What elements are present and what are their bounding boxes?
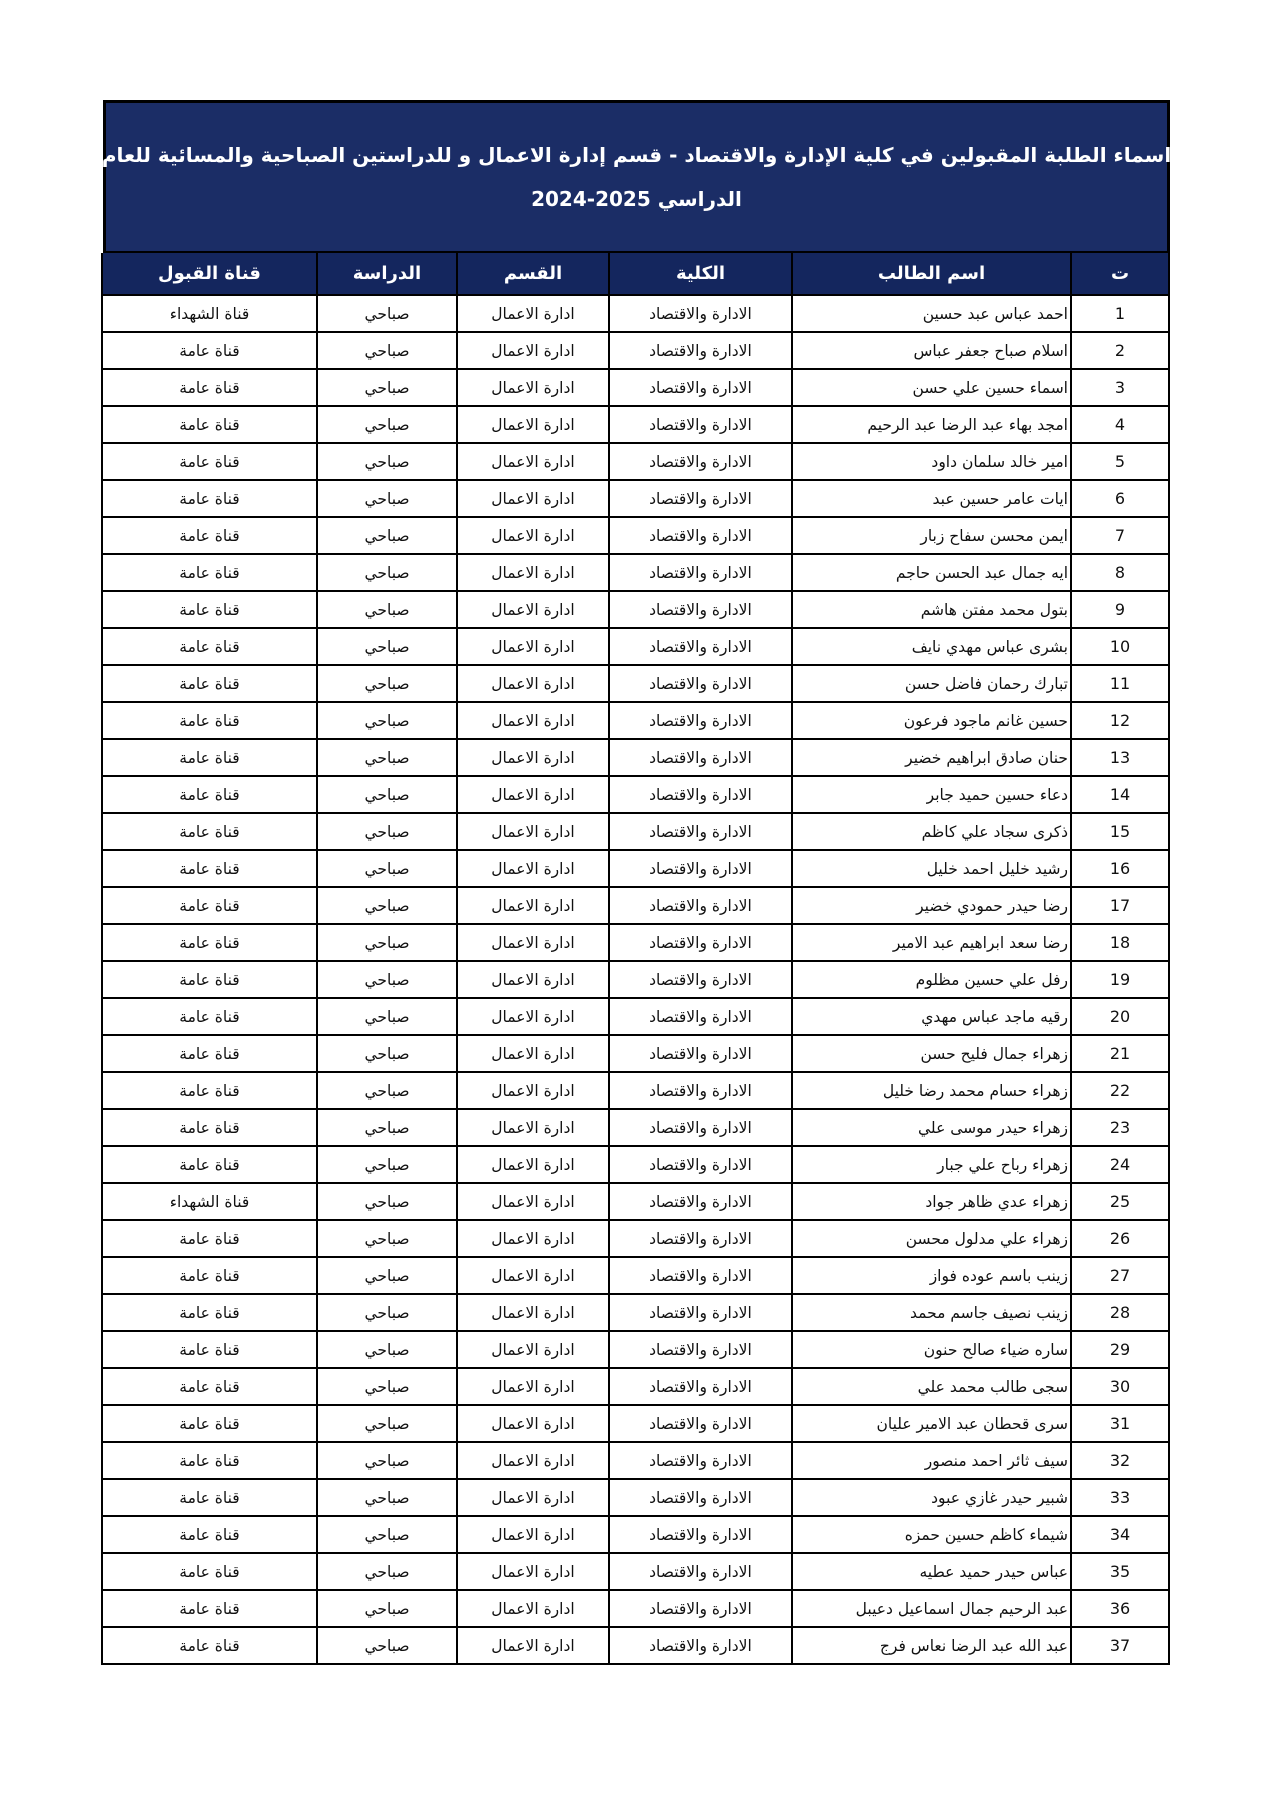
table-row xyxy=(102,1109,1169,1146)
table-row xyxy=(102,1220,1169,1257)
column-header-department: القسم xyxy=(457,253,609,295)
table-row xyxy=(102,1627,1169,1664)
cell-student-name: امير خالد سلمان داود xyxy=(792,443,1071,480)
cell-admission-channel: قناة عامة xyxy=(102,1257,317,1294)
cell-student-name: بشرى عباس مهدي نايف xyxy=(792,628,1071,665)
table-row xyxy=(102,480,1169,517)
cell-study: صباحي xyxy=(317,739,457,776)
cell-college: الادارة والاقتصاد xyxy=(609,850,792,887)
cell-department: ادارة الاعمال xyxy=(457,295,609,332)
cell-admission-channel: قناة عامة xyxy=(102,1035,317,1072)
cell-student-name: رضا حيدر حمودي خضير xyxy=(792,887,1071,924)
cell-department: ادارة الاعمال xyxy=(457,554,609,591)
cell-department: ادارة الاعمال xyxy=(457,369,609,406)
cell-admission-channel: قناة عامة xyxy=(102,1516,317,1553)
table-row xyxy=(102,1294,1169,1331)
table-row xyxy=(102,850,1169,887)
cell-number: 31 xyxy=(1071,1405,1169,1442)
cell-study: صباحي xyxy=(317,628,457,665)
cell-admission-channel: قناة عامة xyxy=(102,443,317,480)
cell-student-name: سرى قحطان عبد الامير عليان xyxy=(792,1405,1071,1442)
cell-department: ادارة الاعمال xyxy=(457,850,609,887)
cell-admission-channel: قناة عامة xyxy=(102,1479,317,1516)
cell-study: صباحي xyxy=(317,702,457,739)
cell-student-name: ساره ضياء صالح حنون xyxy=(792,1331,1071,1368)
cell-number: 19 xyxy=(1071,961,1169,998)
cell-admission-channel: قناة عامة xyxy=(102,1072,317,1109)
cell-college: الادارة والاقتصاد xyxy=(609,480,792,517)
cell-admission-channel: قناة عامة xyxy=(102,1220,317,1257)
column-header-college: الكلية xyxy=(609,253,792,295)
cell-admission-channel: قناة عامة xyxy=(102,480,317,517)
cell-number: 11 xyxy=(1071,665,1169,702)
cell-department: ادارة الاعمال xyxy=(457,1405,609,1442)
cell-study: صباحي xyxy=(317,1627,457,1664)
cell-number: 1 xyxy=(1071,295,1169,332)
cell-department: ادارة الاعمال xyxy=(457,1479,609,1516)
cell-student-name: شبير حيدر غازي عبود xyxy=(792,1479,1071,1516)
table-row xyxy=(102,924,1169,961)
cell-study: صباحي xyxy=(317,998,457,1035)
cell-department: ادارة الاعمال xyxy=(457,924,609,961)
cell-student-name: رشيد خليل احمد خليل xyxy=(792,850,1071,887)
table-row xyxy=(102,628,1169,665)
cell-number: 32 xyxy=(1071,1442,1169,1479)
cell-department: ادارة الاعمال xyxy=(457,332,609,369)
cell-department: ادارة الاعمال xyxy=(457,961,609,998)
cell-admission-channel: قناة عامة xyxy=(102,702,317,739)
cell-number: 18 xyxy=(1071,924,1169,961)
cell-study: صباحي xyxy=(317,813,457,850)
cell-number: 36 xyxy=(1071,1590,1169,1627)
cell-college: الادارة والاقتصاد xyxy=(609,924,792,961)
cell-department: ادارة الاعمال xyxy=(457,1590,609,1627)
cell-college: الادارة والاقتصاد xyxy=(609,1331,792,1368)
cell-number: 6 xyxy=(1071,480,1169,517)
cell-admission-channel: قناة عامة xyxy=(102,1368,317,1405)
cell-study: صباحي xyxy=(317,1183,457,1220)
cell-student-name: اسلام صباح جعفر عباس xyxy=(792,332,1071,369)
cell-department: ادارة الاعمال xyxy=(457,739,609,776)
cell-student-name: عبد الرحيم جمال اسماعيل دعيبل xyxy=(792,1590,1071,1627)
cell-admission-channel: قناة عامة xyxy=(102,332,317,369)
table-row xyxy=(102,1331,1169,1368)
cell-department: ادارة الاعمال xyxy=(457,406,609,443)
cell-number: 13 xyxy=(1071,739,1169,776)
cell-college: الادارة والاقتصاد xyxy=(609,813,792,850)
header-row xyxy=(102,253,1169,295)
cell-study: صباحي xyxy=(317,295,457,332)
table-row xyxy=(102,1368,1169,1405)
cell-study: صباحي xyxy=(317,1331,457,1368)
cell-admission-channel: قناة الشهداء xyxy=(102,1183,317,1220)
cell-college: الادارة والاقتصاد xyxy=(609,628,792,665)
students-table-header xyxy=(102,253,1169,295)
cell-department: ادارة الاعمال xyxy=(457,665,609,702)
cell-student-name: احمد عباس عبد حسين xyxy=(792,295,1071,332)
report-title-banner xyxy=(103,100,1170,253)
table-row xyxy=(102,517,1169,554)
table-row xyxy=(102,1183,1169,1220)
cell-study: صباحي xyxy=(317,1479,457,1516)
cell-college: الادارة والاقتصاد xyxy=(609,1442,792,1479)
table-row xyxy=(102,1072,1169,1109)
table-row xyxy=(102,443,1169,480)
cell-college: الادارة والاقتصاد xyxy=(609,295,792,332)
cell-admission-channel: قناة عامة xyxy=(102,1405,317,1442)
cell-admission-channel: قناة عامة xyxy=(102,665,317,702)
cell-college: الادارة والاقتصاد xyxy=(609,1553,792,1590)
cell-student-name: زهراء علي مدلول محسن xyxy=(792,1220,1071,1257)
cell-number: 25 xyxy=(1071,1183,1169,1220)
cell-department: ادارة الاعمال xyxy=(457,998,609,1035)
cell-department: ادارة الاعمال xyxy=(457,1516,609,1553)
cell-college: الادارة والاقتصاد xyxy=(609,1368,792,1405)
cell-college: الادارة والاقتصاد xyxy=(609,1109,792,1146)
cell-number: 12 xyxy=(1071,702,1169,739)
cell-department: ادارة الاعمال xyxy=(457,1109,609,1146)
cell-department: ادارة الاعمال xyxy=(457,1035,609,1072)
cell-department: ادارة الاعمال xyxy=(457,1627,609,1664)
cell-student-name: زهراء حيدر موسى علي xyxy=(792,1109,1071,1146)
cell-study: صباحي xyxy=(317,1590,457,1627)
cell-college: الادارة والاقتصاد xyxy=(609,1257,792,1294)
table-row xyxy=(102,406,1169,443)
cell-admission-channel: قناة عامة xyxy=(102,517,317,554)
cell-college: الادارة والاقتصاد xyxy=(609,1405,792,1442)
cell-number: 9 xyxy=(1071,591,1169,628)
cell-department: ادارة الاعمال xyxy=(457,1220,609,1257)
cell-study: صباحي xyxy=(317,406,457,443)
cell-student-name: زهراء عدي ظاهر جواد xyxy=(792,1183,1071,1220)
cell-study: صباحي xyxy=(317,1294,457,1331)
cell-college: الادارة والاقتصاد xyxy=(609,665,792,702)
table-row xyxy=(102,1442,1169,1479)
cell-college: الادارة والاقتصاد xyxy=(609,1035,792,1072)
cell-number: 21 xyxy=(1071,1035,1169,1072)
students-table xyxy=(101,253,1170,1665)
cell-department: ادارة الاعمال xyxy=(457,813,609,850)
cell-admission-channel: قناة عامة xyxy=(102,739,317,776)
cell-admission-channel: قناة عامة xyxy=(102,887,317,924)
cell-study: صباحي xyxy=(317,1442,457,1479)
cell-college: الادارة والاقتصاد xyxy=(609,1072,792,1109)
cell-college: الادارة والاقتصاد xyxy=(609,1294,792,1331)
cell-college: الادارة والاقتصاد xyxy=(609,1590,792,1627)
cell-college: الادارة والاقتصاد xyxy=(609,961,792,998)
cell-department: ادارة الاعمال xyxy=(457,1331,609,1368)
cell-student-name: امجد بهاء عبد الرضا عبد الرحيم xyxy=(792,406,1071,443)
cell-number: 27 xyxy=(1071,1257,1169,1294)
cell-college: الادارة والاقتصاد xyxy=(609,443,792,480)
cell-study: صباحي xyxy=(317,1405,457,1442)
cell-number: 35 xyxy=(1071,1553,1169,1590)
cell-department: ادارة الاعمال xyxy=(457,480,609,517)
cell-student-name: بتول محمد مفتن هاشم xyxy=(792,591,1071,628)
cell-department: ادارة الاعمال xyxy=(457,1294,609,1331)
cell-admission-channel: قناة عامة xyxy=(102,850,317,887)
table-row xyxy=(102,665,1169,702)
cell-study: صباحي xyxy=(317,1368,457,1405)
cell-admission-channel: قناة عامة xyxy=(102,1442,317,1479)
cell-number: 37 xyxy=(1071,1627,1169,1664)
cell-admission-channel: قناة عامة xyxy=(102,1590,317,1627)
cell-number: 34 xyxy=(1071,1516,1169,1553)
cell-student-name: حسين غانم ماجود فرعون xyxy=(792,702,1071,739)
cell-college: الادارة والاقتصاد xyxy=(609,1479,792,1516)
cell-college: الادارة والاقتصاد xyxy=(609,776,792,813)
cell-study: صباحي xyxy=(317,1257,457,1294)
cell-college: الادارة والاقتصاد xyxy=(609,517,792,554)
cell-study: صباحي xyxy=(317,332,457,369)
cell-college: الادارة والاقتصاد xyxy=(609,591,792,628)
cell-study: صباحي xyxy=(317,591,457,628)
column-header-admission-channel: قناة القبول xyxy=(102,253,317,295)
cell-number: 2 xyxy=(1071,332,1169,369)
cell-admission-channel: قناة عامة xyxy=(102,1109,317,1146)
cell-number: 4 xyxy=(1071,406,1169,443)
cell-number: 22 xyxy=(1071,1072,1169,1109)
report-title-line1: اسماء الطلبة المقبولين في كلية الإدارة والاقتصاد - قسم إدارة الاعمال و للدراستين الصباحية والمسائية للعام xyxy=(101,143,1172,167)
cell-student-name: رقيه ماجد عباس مهدي xyxy=(792,998,1071,1035)
cell-student-name: ايمن محسن سفاح زبار xyxy=(792,517,1071,554)
cell-admission-channel: قناة عامة xyxy=(102,369,317,406)
cell-student-name: دعاء حسين حميد جابر xyxy=(792,776,1071,813)
cell-study: صباحي xyxy=(317,1220,457,1257)
cell-department: ادارة الاعمال xyxy=(457,776,609,813)
cell-number: 29 xyxy=(1071,1331,1169,1368)
table-row xyxy=(102,1035,1169,1072)
cell-student-name: ايه جمال عبد الحسن حاجم xyxy=(792,554,1071,591)
students-tbody xyxy=(102,295,1169,1664)
column-header-number: ت xyxy=(1071,253,1169,295)
table-row xyxy=(102,591,1169,628)
cell-department: ادارة الاعمال xyxy=(457,1553,609,1590)
cell-study: صباحي xyxy=(317,1072,457,1109)
cell-department: ادارة الاعمال xyxy=(457,517,609,554)
cell-student-name: ذكرى سجاد علي كاظم xyxy=(792,813,1071,850)
cell-admission-channel: قناة عامة xyxy=(102,1294,317,1331)
cell-study: صباحي xyxy=(317,1553,457,1590)
cell-student-name: سيف ثائر احمد منصور xyxy=(792,1442,1071,1479)
cell-number: 23 xyxy=(1071,1109,1169,1146)
cell-student-name: سجى طالب محمد علي xyxy=(792,1368,1071,1405)
cell-college: الادارة والاقتصاد xyxy=(609,1183,792,1220)
cell-college: الادارة والاقتصاد xyxy=(609,998,792,1035)
cell-department: ادارة الاعمال xyxy=(457,1257,609,1294)
cell-student-name: رضا سعد ابراهيم عبد الامير xyxy=(792,924,1071,961)
cell-student-name: تبارك رحمان فاضل حسن xyxy=(792,665,1071,702)
cell-number: 7 xyxy=(1071,517,1169,554)
cell-number: 33 xyxy=(1071,1479,1169,1516)
table-row xyxy=(102,1516,1169,1553)
cell-study: صباحي xyxy=(317,443,457,480)
cell-admission-channel: قناة عامة xyxy=(102,554,317,591)
cell-admission-channel: قناة عامة xyxy=(102,1146,317,1183)
cell-admission-channel: قناة عامة xyxy=(102,1627,317,1664)
cell-student-name: زينب نصيف جاسم محمد xyxy=(792,1294,1071,1331)
cell-study: صباحي xyxy=(317,776,457,813)
cell-student-name: زينب باسم عوده فواز xyxy=(792,1257,1071,1294)
cell-department: ادارة الاعمال xyxy=(457,1146,609,1183)
cell-study: صباحي xyxy=(317,1146,457,1183)
cell-college: الادارة والاقتصاد xyxy=(609,887,792,924)
cell-student-name: عبد الله عبد الرضا نعاس فرج xyxy=(792,1627,1071,1664)
report-title-line2: الدراسي 2025-2024 xyxy=(531,187,742,211)
cell-study: صباحي xyxy=(317,850,457,887)
cell-number: 20 xyxy=(1071,998,1169,1035)
cell-department: ادارة الاعمال xyxy=(457,591,609,628)
table-row xyxy=(102,961,1169,998)
admissions-report xyxy=(103,100,1170,1665)
cell-study: صباحي xyxy=(317,480,457,517)
cell-number: 14 xyxy=(1071,776,1169,813)
cell-study: صباحي xyxy=(317,1109,457,1146)
cell-study: صباحي xyxy=(317,961,457,998)
cell-department: ادارة الاعمال xyxy=(457,1183,609,1220)
cell-college: الادارة والاقتصاد xyxy=(609,702,792,739)
cell-number: 3 xyxy=(1071,369,1169,406)
cell-college: الادارة والاقتصاد xyxy=(609,406,792,443)
cell-admission-channel: قناة عامة xyxy=(102,1331,317,1368)
cell-department: ادارة الاعمال xyxy=(457,1072,609,1109)
cell-student-name: عباس حيدر حميد عطيه xyxy=(792,1553,1071,1590)
cell-study: صباحي xyxy=(317,665,457,702)
cell-student-name: زهراء حسام محمد رضا خليل xyxy=(792,1072,1071,1109)
table-row xyxy=(102,295,1169,332)
table-row xyxy=(102,1146,1169,1183)
cell-admission-channel: قناة عامة xyxy=(102,998,317,1035)
cell-study: صباحي xyxy=(317,1035,457,1072)
cell-college: الادارة والاقتصاد xyxy=(609,739,792,776)
cell-college: الادارة والاقتصاد xyxy=(609,1627,792,1664)
cell-admission-channel: قناة عامة xyxy=(102,628,317,665)
cell-number: 8 xyxy=(1071,554,1169,591)
table-row xyxy=(102,776,1169,813)
column-header-student-name: اسم الطالب xyxy=(792,253,1071,295)
cell-college: الادارة والاقتصاد xyxy=(609,1220,792,1257)
cell-department: ادارة الاعمال xyxy=(457,443,609,480)
cell-admission-channel: قناة عامة xyxy=(102,961,317,998)
cell-number: 26 xyxy=(1071,1220,1169,1257)
cell-number: 16 xyxy=(1071,850,1169,887)
table-row xyxy=(102,332,1169,369)
column-header-study: الدراسة xyxy=(317,253,457,295)
cell-student-name: اسماء حسين علي حسن xyxy=(792,369,1071,406)
table-row xyxy=(102,887,1169,924)
table-row xyxy=(102,554,1169,591)
cell-admission-channel: قناة عامة xyxy=(102,1553,317,1590)
cell-department: ادارة الاعمال xyxy=(457,1368,609,1405)
cell-department: ادارة الاعمال xyxy=(457,1442,609,1479)
table-row xyxy=(102,739,1169,776)
cell-admission-channel: قناة عامة xyxy=(102,813,317,850)
cell-department: ادارة الاعمال xyxy=(457,702,609,739)
cell-admission-channel: قناة عامة xyxy=(102,776,317,813)
cell-number: 17 xyxy=(1071,887,1169,924)
table-row xyxy=(102,1405,1169,1442)
cell-study: صباحي xyxy=(317,924,457,961)
cell-number: 28 xyxy=(1071,1294,1169,1331)
cell-admission-channel: قناة عامة xyxy=(102,924,317,961)
cell-college: الادارة والاقتصاد xyxy=(609,332,792,369)
cell-student-name: ايات عامر حسين عبد xyxy=(792,480,1071,517)
cell-admission-channel: قناة عامة xyxy=(102,591,317,628)
cell-student-name: زهراء جمال فليح حسن xyxy=(792,1035,1071,1072)
cell-student-name: رفل علي حسين مظلوم xyxy=(792,961,1071,998)
cell-number: 15 xyxy=(1071,813,1169,850)
cell-student-name: حنان صادق ابراهيم خضير xyxy=(792,739,1071,776)
cell-number: 5 xyxy=(1071,443,1169,480)
cell-study: صباحي xyxy=(317,517,457,554)
table-row xyxy=(102,998,1169,1035)
cell-admission-channel: قناة الشهداء xyxy=(102,295,317,332)
table-row xyxy=(102,813,1169,850)
cell-student-name: شيماء كاظم حسين حمزه xyxy=(792,1516,1071,1553)
cell-number: 10 xyxy=(1071,628,1169,665)
cell-study: صباحي xyxy=(317,554,457,591)
cell-study: صباحي xyxy=(317,887,457,924)
table-row xyxy=(102,1479,1169,1516)
cell-number: 30 xyxy=(1071,1368,1169,1405)
cell-department: ادارة الاعمال xyxy=(457,628,609,665)
cell-college: الادارة والاقتصاد xyxy=(609,554,792,591)
cell-number: 24 xyxy=(1071,1146,1169,1183)
cell-college: الادارة والاقتصاد xyxy=(609,1516,792,1553)
table-row xyxy=(102,1553,1169,1590)
cell-study: صباحي xyxy=(317,1516,457,1553)
cell-student-name: زهراء رباح علي جبار xyxy=(792,1146,1071,1183)
cell-admission-channel: قناة عامة xyxy=(102,406,317,443)
cell-college: الادارة والاقتصاد xyxy=(609,1146,792,1183)
table-row xyxy=(102,1257,1169,1294)
cell-study: صباحي xyxy=(317,369,457,406)
cell-department: ادارة الاعمال xyxy=(457,887,609,924)
table-row xyxy=(102,1590,1169,1627)
table-row xyxy=(102,369,1169,406)
table-row xyxy=(102,702,1169,739)
cell-college: الادارة والاقتصاد xyxy=(609,369,792,406)
